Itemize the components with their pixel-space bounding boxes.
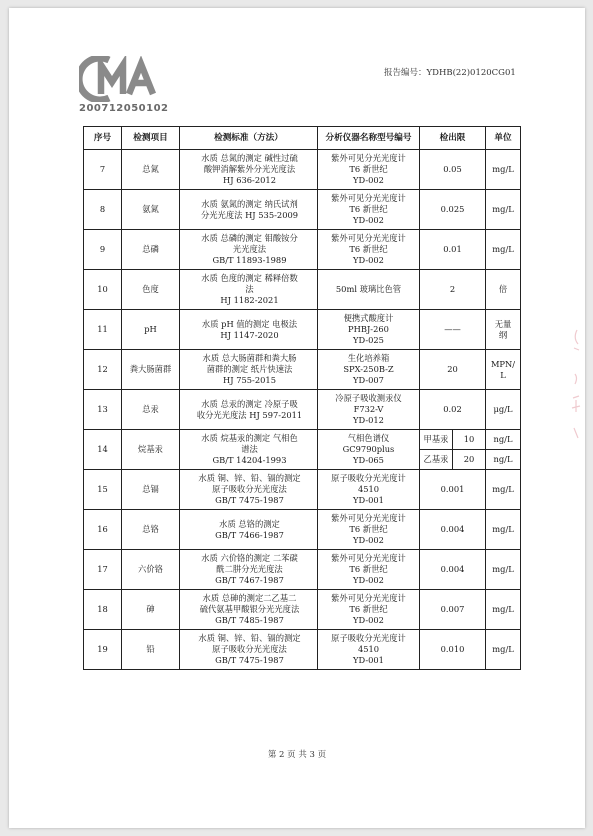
cell-line: 紫外可见分光光度计 xyxy=(331,513,406,523)
detection-limit: 0.05 xyxy=(420,150,486,190)
row-number: 13 xyxy=(84,390,122,430)
col-header: 分析仪器名称型号编号 xyxy=(318,127,420,150)
detection-limit: 0.02 xyxy=(420,390,486,430)
cell-line: YD-002 xyxy=(353,575,384,585)
table-row xyxy=(84,350,521,390)
cell-line: 50ml 玻璃比色管 xyxy=(335,284,402,294)
cell-line: 水质 总铬的测定 xyxy=(219,518,280,529)
cell-line: GB/T 7466-1987 xyxy=(215,529,284,540)
cell-line: YD-065 xyxy=(353,455,384,465)
test-standard xyxy=(180,310,318,350)
cell-line: 硫代氨基甲酸银分光光度法 xyxy=(199,604,300,614)
row-number: 16 xyxy=(84,510,122,550)
cell-line: GB/T 14204-1993 xyxy=(212,455,287,465)
cell-line: HJ 1147-2020 xyxy=(220,329,279,340)
cell-line: mg/L xyxy=(492,524,514,534)
detection-limit: 0.004 xyxy=(420,510,486,550)
cell-line: 4510 xyxy=(357,484,380,494)
table-row xyxy=(84,190,521,230)
cell-line: YD-012 xyxy=(353,415,384,425)
cell-line: 紫外可见分光光度计 xyxy=(331,553,406,563)
cell-line: T6 新世纪 xyxy=(349,564,388,574)
unit: ng/L xyxy=(486,450,521,470)
test-item: pH xyxy=(122,310,180,350)
cell-line: mg/L xyxy=(492,564,514,574)
report-number xyxy=(384,66,516,78)
unit xyxy=(486,390,521,430)
row-number: 18 xyxy=(84,590,122,630)
col-header: 检测标准（方法） xyxy=(180,127,318,150)
report-page xyxy=(9,8,585,828)
cell-line: GB/T 7475-1987 xyxy=(215,495,284,505)
table-row xyxy=(84,150,521,190)
col-header: 检测项目 xyxy=(122,127,180,150)
instrument xyxy=(318,550,420,590)
detection-limit: 0.004 xyxy=(420,550,486,590)
cell-line: 收分光光度法 HJ 597-2011 xyxy=(196,409,303,420)
row-number: 10 xyxy=(84,270,122,310)
cell-line: 紫外可见分光光度计 xyxy=(331,233,406,243)
instrument xyxy=(318,230,420,270)
detection-limit: 0.010 xyxy=(420,630,486,670)
cell-line: HJ 1182-2021 xyxy=(220,295,279,305)
table-row xyxy=(84,230,521,270)
test-item: 总铬 xyxy=(122,510,180,550)
col-header: 单位 xyxy=(486,127,521,150)
test-standard xyxy=(180,510,318,550)
table-row xyxy=(84,550,521,590)
cell-line: 水质 总氮的测定 碱性过硫 xyxy=(201,153,298,163)
unit xyxy=(486,230,521,270)
cell-line: 谱法 xyxy=(241,444,258,454)
cell-line: L xyxy=(500,369,506,380)
cell-line: YD-025 xyxy=(353,335,384,345)
cell-line: 水质 烷基汞的测定 气相色 xyxy=(201,433,298,443)
page-footer: 第 2 页 共 3 页 xyxy=(267,750,327,760)
col-header: 检出限 xyxy=(420,127,486,150)
cell-line: μg/L xyxy=(493,404,513,414)
test-item: 氨氮 xyxy=(122,190,180,230)
cell-line: 原子吸收分光光度法 xyxy=(212,644,287,654)
cell-line: 水质 六价铬的测定 二苯碳 xyxy=(201,553,298,563)
cell-line: GC9790plus xyxy=(342,444,395,454)
test-item: 总镉 xyxy=(122,470,180,510)
lod-subitem-name: 乙基汞 xyxy=(420,450,453,470)
cell-line: YD-001 xyxy=(353,495,384,505)
cell-line: 水质 铜、锌、铅、镉的测定 xyxy=(198,473,301,483)
cell-line: GB/T 11893-1989 xyxy=(212,255,287,265)
unit xyxy=(486,470,521,510)
table-row xyxy=(84,590,521,630)
cell-line: PHBJ-260 xyxy=(348,324,389,334)
detection-limit: 20 xyxy=(420,350,486,390)
instrument xyxy=(318,590,420,630)
cell-line: 原子吸收分光光度法 xyxy=(212,484,287,494)
cell-line: YD-007 xyxy=(353,375,384,385)
lod-subitem-value: 10 xyxy=(453,430,486,450)
cma-code: 200712050102 xyxy=(79,103,169,114)
cell-line: 无量 xyxy=(494,318,512,329)
cell-line: 倍 xyxy=(498,284,508,294)
cma-logo xyxy=(79,56,165,102)
cell-line: HJ 755-2015 xyxy=(223,375,276,385)
detection-limit: 0.007 xyxy=(420,590,486,630)
cell-line: 光光度法 xyxy=(232,244,267,254)
test-item: 总氮 xyxy=(122,150,180,190)
test-item: 六价铬 xyxy=(122,550,180,590)
cell-line: mg/L xyxy=(492,644,514,654)
test-item: 铅 xyxy=(122,630,180,670)
cell-line: GB/T 7467-1987 xyxy=(215,575,284,585)
test-standard xyxy=(180,590,318,630)
cell-line: 4510 xyxy=(357,644,380,654)
test-methods-table xyxy=(83,126,521,670)
instrument xyxy=(318,630,420,670)
cell-line: YD-002 xyxy=(353,215,384,225)
test-item: 总磷 xyxy=(122,230,180,270)
cell-line: 纲 xyxy=(498,329,508,340)
cell-line: 分光光度法 HJ 535-2009 xyxy=(200,209,299,220)
cell-line: T6 新世纪 xyxy=(349,164,388,174)
test-standard xyxy=(180,390,318,430)
cell-line: 水质 总磷的测定 钼酸铵分 xyxy=(201,233,298,243)
test-standard xyxy=(180,350,318,390)
unit xyxy=(486,270,521,310)
instrument xyxy=(318,430,420,470)
row-number: 14 xyxy=(84,430,122,470)
row-number: 7 xyxy=(84,150,122,190)
unit xyxy=(486,190,521,230)
instrument xyxy=(318,510,420,550)
table-row xyxy=(84,430,521,450)
instrument xyxy=(318,310,420,350)
table-body xyxy=(84,150,521,670)
instrument xyxy=(318,390,420,430)
instrument xyxy=(318,350,420,390)
unit xyxy=(486,590,521,630)
row-number: 12 xyxy=(84,350,122,390)
test-standard xyxy=(180,230,318,270)
cell-line: 法 xyxy=(245,284,254,294)
cell-line: 水质 总砷的测定二乙基二 xyxy=(202,593,297,603)
detection-limit: 0.025 xyxy=(420,190,486,230)
test-standard xyxy=(180,550,318,590)
unit xyxy=(486,550,521,590)
test-standard xyxy=(180,150,318,190)
cell-line: YD-002 xyxy=(353,615,384,625)
cell-line: T6 新世纪 xyxy=(349,604,388,614)
cell-line: 水质 总大肠菌群和粪大肠 xyxy=(202,353,297,363)
unit xyxy=(486,150,521,190)
table-row xyxy=(84,510,521,550)
cell-line: 气相色谱仪 xyxy=(347,433,390,443)
cell-line: 紫外可见分光光度计 xyxy=(331,593,406,603)
test-item: 烷基汞 xyxy=(122,430,180,470)
detection-limit: —— xyxy=(420,310,486,350)
instrument xyxy=(318,270,420,310)
cell-line: GB/T 7485-1987 xyxy=(215,615,284,625)
detection-limit: 0.01 xyxy=(420,230,486,270)
cell-line: 原子吸收分光光度计 xyxy=(331,633,406,643)
detection-limit: 2 xyxy=(420,270,486,310)
cell-line: F732-V xyxy=(353,404,384,414)
cell-line: mg/L xyxy=(492,484,514,494)
cell-line: 生化培养箱 xyxy=(347,353,390,363)
cell-line: mg/L xyxy=(492,244,514,254)
unit: ng/L xyxy=(486,430,521,450)
test-standard xyxy=(180,630,318,670)
cell-line: mg/L xyxy=(492,204,514,214)
table-row xyxy=(84,270,521,310)
cell-line: 水质 总汞的测定 冷原子吸 xyxy=(201,398,298,409)
test-item: 粪大肠菌群 xyxy=(122,350,180,390)
instrument xyxy=(318,190,420,230)
cell-line: YD-002 xyxy=(353,535,384,545)
col-header: 序号 xyxy=(84,127,122,150)
report-number-value: YDHB(22)0120CG01 xyxy=(426,68,516,78)
instrument xyxy=(318,470,420,510)
cell-line: GB/T 7475-1987 xyxy=(215,655,284,665)
table-row xyxy=(84,630,521,670)
cell-line: 水质 色度的测定 稀释倍数 xyxy=(201,273,298,283)
unit xyxy=(486,350,521,390)
test-standard xyxy=(180,430,318,470)
table-header-row xyxy=(84,127,521,150)
cell-line: T6 新世纪 xyxy=(349,524,388,534)
row-number: 11 xyxy=(84,310,122,350)
cell-line: 紫外可见分光光度计 xyxy=(331,153,406,163)
row-number: 19 xyxy=(84,630,122,670)
cell-line: 紫外可见分光光度计 xyxy=(331,193,406,203)
table-row xyxy=(84,310,521,350)
lod-subitem-name: 甲基汞 xyxy=(420,430,453,450)
report-number-label: 报告编号： xyxy=(384,68,427,78)
cell-line: 水质 铜、锌、铅、镉的测定 xyxy=(198,633,301,643)
cell-line: 菌群的测定 纸片快速法 xyxy=(206,364,293,374)
cell-line: mg/L xyxy=(492,604,514,614)
cell-line: 酸钾消解紫外分光光度法 xyxy=(203,164,296,174)
detection-limit: 0.001 xyxy=(420,470,486,510)
cell-line: YD-001 xyxy=(353,655,384,665)
test-item: 色度 xyxy=(122,270,180,310)
row-number: 15 xyxy=(84,470,122,510)
row-number: 9 xyxy=(84,230,122,270)
test-item: 砷 xyxy=(122,590,180,630)
table-row xyxy=(84,470,521,510)
cell-line: SPX-250B-Z xyxy=(343,364,394,374)
cell-line: HJ 636-2012 xyxy=(223,175,276,185)
unit xyxy=(486,630,521,670)
cell-line: 水质 氨氮的测定 纳氏试剂 xyxy=(201,198,298,209)
cell-line: 酰二肼分光光度法 xyxy=(216,564,283,574)
table-row xyxy=(84,390,521,430)
cell-line: 冷原子吸收测汞仪 xyxy=(335,393,402,403)
red-stamp-mark xyxy=(569,328,583,448)
test-item: 总汞 xyxy=(122,390,180,430)
cell-line: 便携式酸度计 xyxy=(343,313,394,323)
cell-line: YD-002 xyxy=(353,255,384,265)
cell-line: 水质 pH 值的测定 电极法 xyxy=(201,318,298,329)
test-standard xyxy=(180,470,318,510)
cell-line: MPN/ xyxy=(490,358,516,369)
test-standard xyxy=(180,270,318,310)
row-number: 17 xyxy=(84,550,122,590)
cell-line: T6 新世纪 xyxy=(349,244,388,254)
cell-line: YD-002 xyxy=(353,175,384,185)
instrument xyxy=(318,150,420,190)
test-standard xyxy=(180,190,318,230)
cell-line: 原子吸收分光光度计 xyxy=(331,473,406,483)
unit xyxy=(486,310,521,350)
unit xyxy=(486,510,521,550)
lod-subitem-value: 20 xyxy=(453,450,486,470)
cell-line: T6 新世纪 xyxy=(349,204,388,214)
row-number: 8 xyxy=(84,190,122,230)
cell-line: mg/L xyxy=(492,164,514,174)
